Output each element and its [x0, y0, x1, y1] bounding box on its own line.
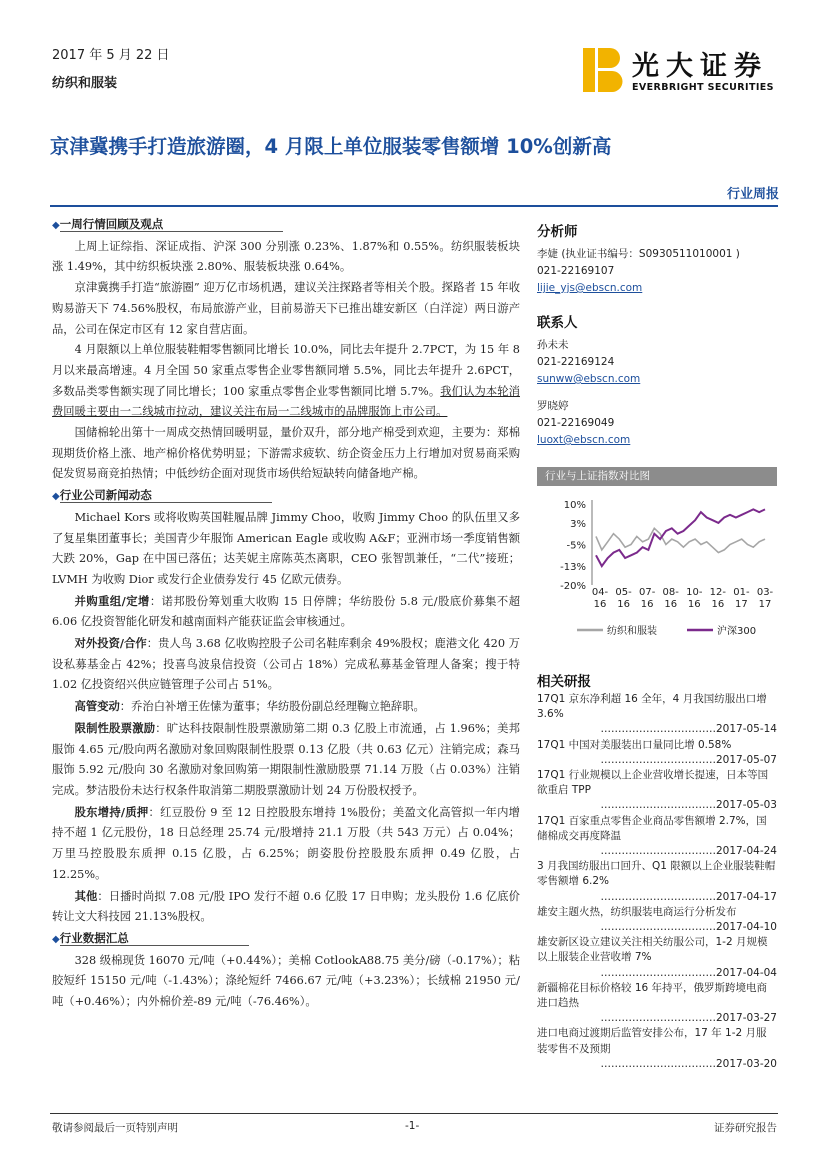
related-report-title: 17Q1 行业规模以上企业营收增长提速，日本等国欲重启 TPP — [537, 769, 769, 797]
related-report-date: ……………………………2017-05-07 — [600, 753, 777, 766]
footer-disclaimer: 敬请参阅最后一页特别声明 — [52, 1122, 178, 1134]
legend-label: 纺织和服装 — [607, 626, 657, 637]
related-report-date: ……………………………2017-04-24 — [600, 845, 777, 858]
x-tick-label: 10-16 — [686, 587, 703, 610]
paragraph: 京津冀携手打造“旅游圈” 迎万亿市场机遇，建议关注探路者等相关个股。探路者 15 年收购易游天下 74.56%股权，布局旅游产业，目前易游天下已推出雄安新区（白洋淀）两日游产品，公司在保定市区有 12 家自营店面。 — [52, 281, 520, 336]
report-title: 京津冀携手打造旅游圈，4 月限上单位服装零售额增 10%创新高 — [50, 135, 612, 158]
footer-label: 证券研究报告 — [714, 1122, 777, 1134]
page-number: -1- — [405, 1120, 420, 1132]
related-report[interactable] — [537, 1026, 777, 1072]
paragraph: 328 级棉现货 16070 元/吨（+0.44%）；美棉 CotlookA88.75 美分/磅（-0.17%）；粘胶短纤 15150 元/吨（-1.43%）；涤纶短纤 7466.67 元/吨（+3.23%）；长绒棉 21950 元/吨（+0.46%）；内外棉价差-89 元/吨（-76.46%）。 — [52, 953, 520, 1009]
related-report-title: 新疆棉花目标价格较 16 年持平，俄罗斯跨境电商进口趋热 — [537, 981, 768, 1010]
related-report-title: 雄安主题火热，纺织服装电商运行分析发布 — [537, 905, 737, 918]
analyst-name: 李婕 (执业证书编号：S0930511010001 ) — [537, 248, 740, 260]
related-report[interactable] — [537, 814, 777, 860]
y-tick-label: 10% — [563, 500, 586, 511]
report-date: 2017 年 5 月 22 日 — [52, 48, 170, 63]
paragraph: 股东增持/质押：红豆股份 9 至 12 日控股股东增持 1%股份；美盈文化高管拟一年内增持不超 1 亿元股份，18 日总经理 25.74 元/股增持 21.1 万股（共 543 万元）占 0.04%；万里马控股股东质押 0.15 亿股，占 6.25%；朗姿股份控股股东质押 0.49 亿股，占 12.25%。 — [52, 804, 520, 881]
related-report-date: ……………………………2017-05-14 — [600, 723, 777, 736]
contact-email[interactable]: luoxt@ebscn.com — [537, 434, 631, 446]
y-tick-label: -13% — [560, 562, 586, 574]
contact-heading: 联系人 — [537, 315, 578, 331]
paragraph: 并购重组/定增：诺邦股份筹划重大收购 15 日停牌；华纺股份 5.8 元/股底价募集不超 6.06 亿投资智能化研发和越南面料产能获证监会审核通过。 — [52, 593, 520, 629]
paragraph: 国储棉轮出第十一周成交热情回暖明显，量价双升，部分地产棉受到欢迎，主要为：郑棉现期货价格上涨、地产棉价格优势明显；下游需求疲软、纺企资金压力上行增加对贸易商采购促发贸易商竞拍热情；中低纱纺企面对现货市场供给短缺转向储备地产棉。 — [52, 426, 520, 481]
legend-label: 沪深300 — [717, 626, 757, 637]
related-research-block — [537, 670, 777, 1072]
related-report-date: ……………………………2017-05-03 — [600, 799, 777, 812]
paragraph: 限制性股票激励：旷达科技限制性股票激励第二期 0.3 亿股上市流通，占 1.96%；美邦服饰 4.65 元/股向两名激励对象回购限制性股票 0.13 亿股（共 0.63 亿元）注销完成；森马服饰 5.92 元/股向 30 名激励对象回购第一期限制性激励股票 71.14 万股（占 0.03%）注销完成。梦洁股份未达行权条件取消第二期股票激励计划 24 万份股权授予。 — [52, 720, 520, 797]
paragraph: 其他：日播时尚拟 7.08 元/股 IPO 发行不超 0.6 亿股 17 日申购；龙头股份 1.6 亿底价转让文大科技园 21.13%股权。 — [52, 888, 520, 924]
x-tick-label: 07-16 — [638, 587, 656, 610]
chart-title: 行业与上证指数对比图 — [537, 467, 777, 486]
section-heading: ◆行业数据汇总 — [52, 928, 520, 951]
sector-name: 纺织和服装 — [52, 76, 118, 91]
paragraph: Michael Kors 或将收购英国鞋履品牌 Jimmy Choo，收购 Jimmy Choo 的队伍里又多了复星集团董事长；美国青少年服饰 American Eagle 或收购 A&F；亚洲市场一季度销售额大跌 20%，Gap 在中国已落伍；达芙妮主席陈英杰离职，CEO 张智凯兼任，“二代”接班；LVMH 为收购 Dior 或发行企业债券发行 45 亿欧元债券。 — [52, 510, 520, 586]
contact-name: 罗晓婷 — [537, 400, 569, 412]
x-tick-label: 08-16 — [662, 587, 679, 610]
analyst-email[interactable]: lijie_yjs@ebscn.com — [537, 282, 643, 294]
related-report-title: 17Q1 京东净利超 16 全年，4 月我国纺服出口增 3.6% — [537, 693, 767, 721]
contact-email[interactable]: sunww@ebscn.com — [537, 373, 641, 385]
analyst-heading: 分析师 — [537, 224, 578, 240]
paragraph: 4 月限额以上单位服装鞋帽零售额同比增长 10.0%，同比去年提升 2.7PCT，为 15 年 8 月以来最高增速。4 月全国 50 家重点零售企业零售额同增 5.5%，同比去年提升 2.6PCT，多数品类零售额实现了同比增长；100 家重点零售企业零售额同比增 5.7%。我们认为本轮消费回暖主要由一二线城市拉动，建议关注布局一二线城市的品牌服饰上市公司。 — [52, 343, 520, 419]
x-tick-label: 12-16 — [709, 587, 727, 610]
x-tick-label: 01-17 — [733, 587, 750, 610]
everbright-logo-icon — [583, 44, 625, 96]
footer-divider — [50, 1113, 778, 1114]
diamond-icon: ◆ — [52, 220, 60, 231]
related-report-date: ……………………………2017-04-17 — [600, 890, 777, 903]
key-view: 我们认为本轮消费回暖主要由一二线城市拉动，建议关注布局一二线城市的品牌服饰上市公司。 — [52, 384, 520, 419]
x-tick-label: 05-16 — [615, 587, 632, 610]
logo-english: EVERBRIGHT SECURITIES — [632, 82, 774, 93]
related-report[interactable] — [537, 859, 777, 905]
related-report[interactable] — [537, 738, 777, 768]
paragraph: 上周上证综指、深证成指、沪深 300 分别涨 0.23%、1.87%和 0.55%。纺织服装板块涨 1.49%，其中纺织板块涨 2.80%、服装板块涨 0.64%。 — [52, 239, 520, 274]
analyst-block — [537, 220, 777, 449]
related-report-date: ……………………………2017-04-10 — [600, 921, 777, 934]
logo-chinese: 光大证券 — [632, 51, 768, 82]
related-report-title: 进口电商过渡期后监管安排公布，17 年 1-2 月服装零售不及预期 — [537, 1027, 767, 1055]
header-divider — [50, 205, 778, 207]
section-heading: ◆一周行情回顾及观点 — [52, 214, 520, 237]
paragraph: 对外投资/合作：贵人鸟 3.68 亿收购控股子公司名鞋库剩余 49%股权；鹿港文化 420 万设私募基金占 42%；投喜鸟波泉信投资（公司占 18%）完成私募基金管理人备案；搜于特 1.02 亿投资绍兴供应链管理子公司占 51%。 — [52, 636, 520, 692]
related-heading: 相关研报 — [537, 674, 591, 690]
related-report[interactable] — [537, 905, 777, 935]
related-report-date: ……………………………2017-04-04 — [600, 966, 777, 979]
related-report[interactable] — [537, 692, 777, 738]
index-comparison-chart — [537, 490, 777, 645]
related-report-title: 17Q1 百家重点零售企业商品零售额增 2.7%，国储棉成交再度降温 — [537, 814, 767, 842]
contact-name: 孙未未 — [537, 339, 569, 351]
main-column — [52, 214, 520, 1013]
series-line-csi300 — [596, 509, 765, 566]
related-report[interactable] — [537, 768, 777, 814]
x-tick-label: 03-17 — [756, 587, 774, 610]
x-tick-label: 04-16 — [591, 587, 609, 610]
related-report[interactable] — [537, 981, 777, 1027]
related-report[interactable] — [537, 935, 777, 981]
paragraph: 高管变动：乔治白补增王佐愫为董事；华纺股份副总经理鞠立艳辞职。 — [74, 699, 425, 714]
diamond-icon: ◆ — [52, 933, 60, 945]
y-tick-label: -5% — [566, 540, 586, 552]
diamond-icon: ◆ — [52, 491, 60, 503]
related-report-date: ……………………………2017-03-20 — [600, 1057, 777, 1070]
section-heading: ◆行业公司新闻动态 — [52, 485, 520, 508]
contact-phone: 021-22169124 — [537, 356, 615, 368]
related-report-date: ……………………………2017-03-27 — [600, 1012, 777, 1025]
related-report-title: 雄安新区设立建议关注相关纺服公司，1-2 月规模以上服装企业营收增 7% — [537, 936, 768, 964]
analyst-phone: 021-22169107 — [537, 265, 615, 277]
related-report-title: 17Q1 中国对美服装出口量同比增 0.58% — [537, 738, 732, 751]
contact-phone: 021-22169049 — [537, 417, 615, 429]
y-tick-label: -20% — [560, 581, 586, 592]
related-report-title: 3 月我国纺服出口回升、Q1 限额以上企业服装鞋帽零售额增 6.2% — [537, 860, 776, 888]
y-tick-label: 3% — [570, 518, 586, 530]
report-type: 行业周报 — [726, 187, 779, 202]
